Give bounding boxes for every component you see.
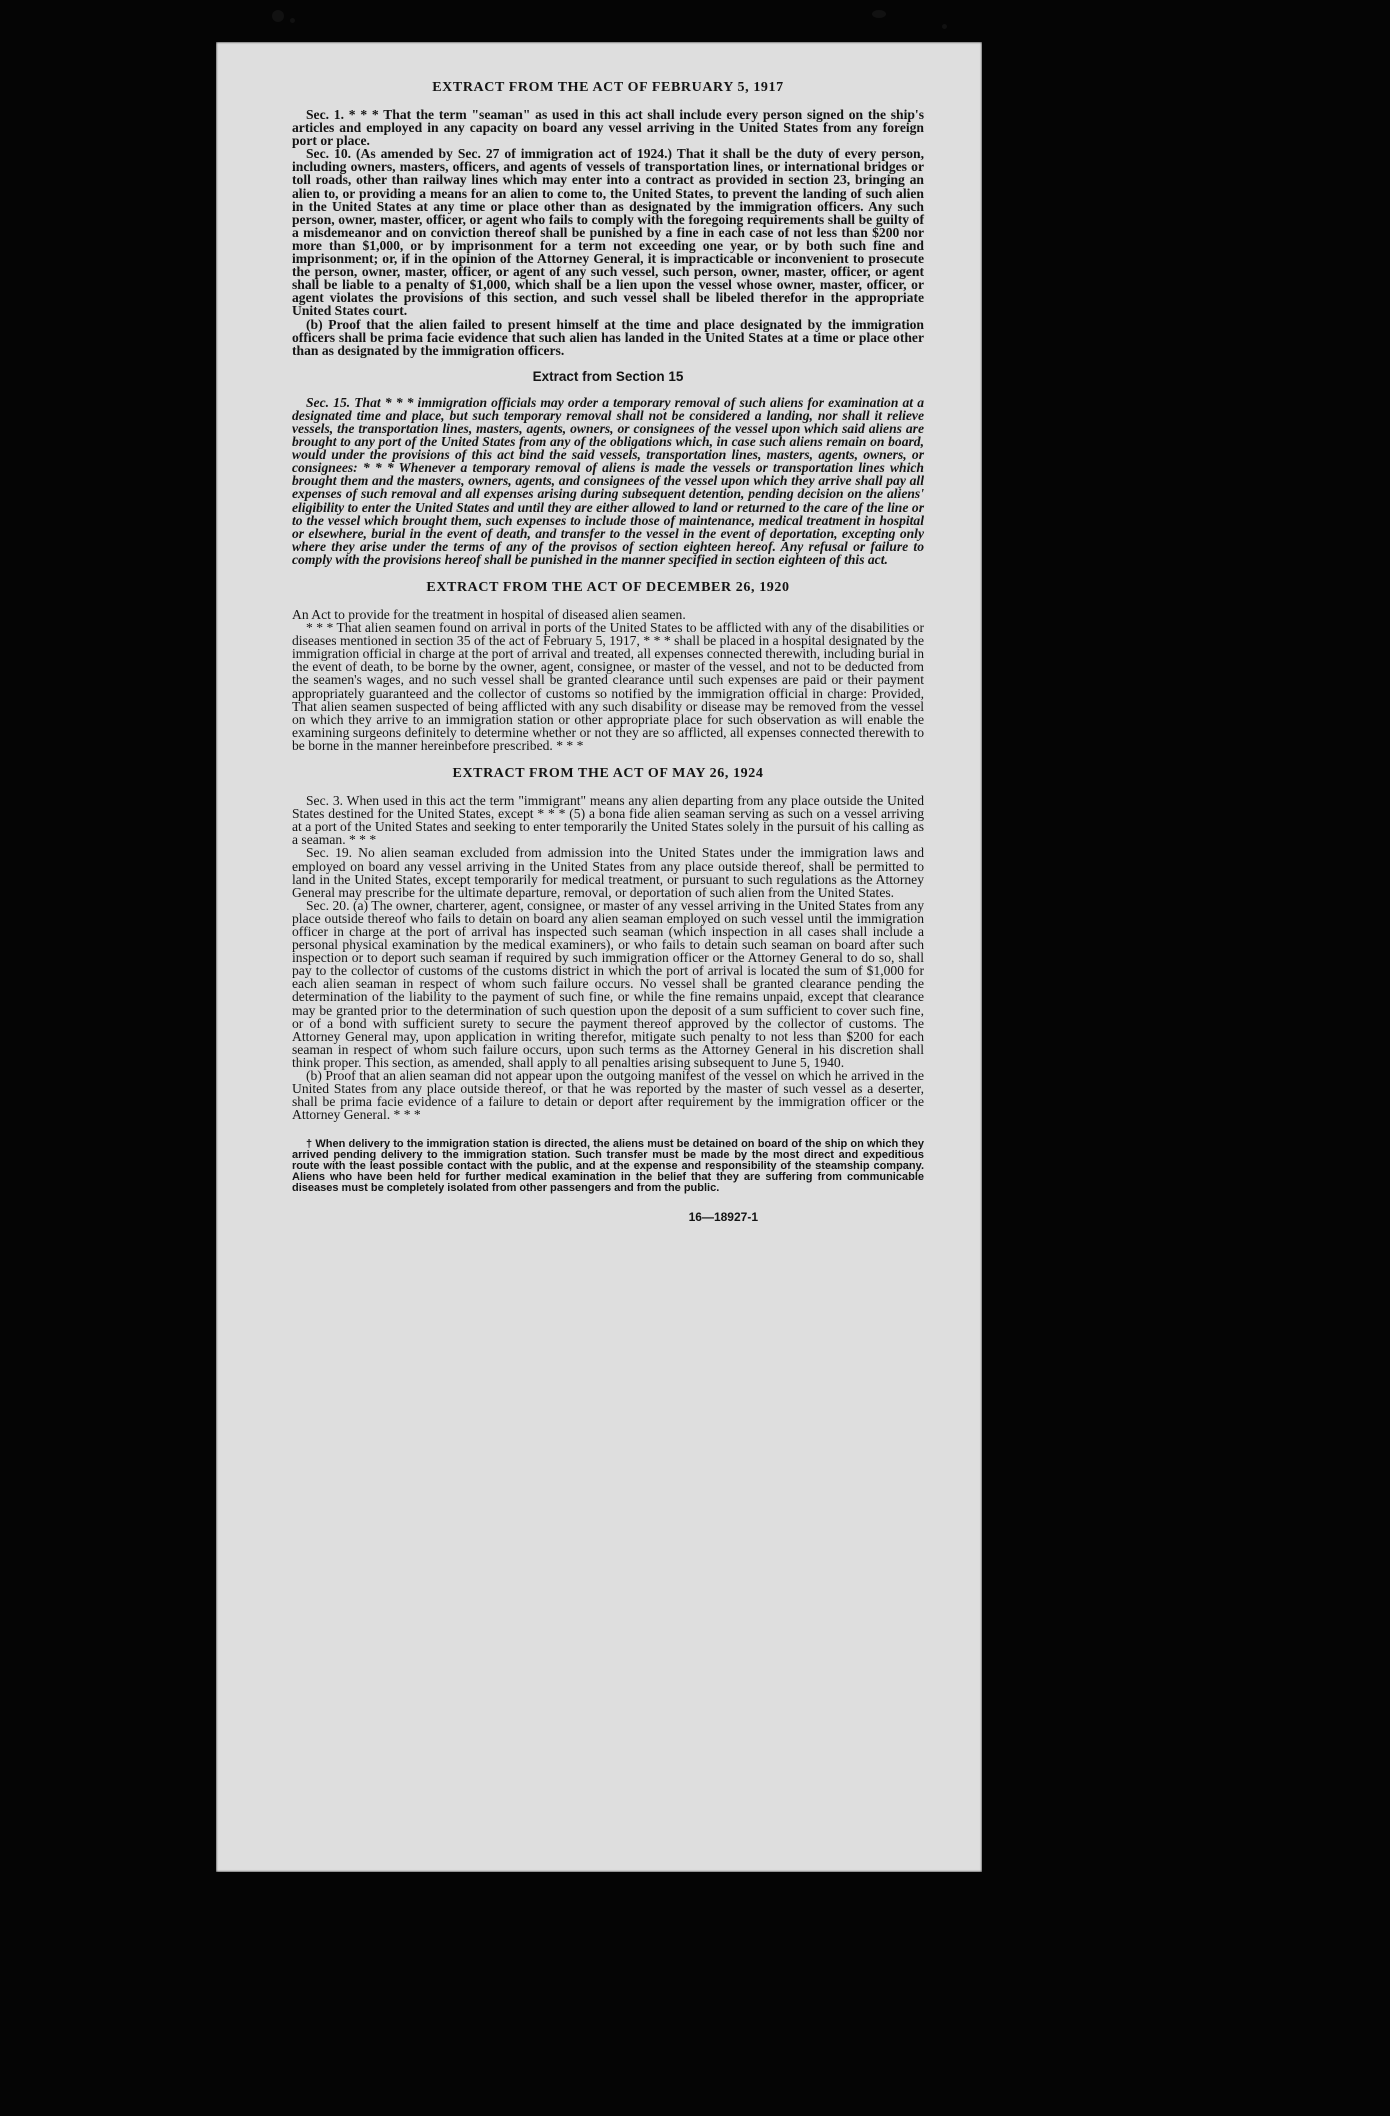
- act-1917-section: [292, 80, 924, 357]
- footnote: † When delivery to the immigration station is directed, the aliens must be detained on board of the ship on which they arrived pending delivery to the immigration station. Such transfer must be made by the most direct and expeditious route with the least possible contact with the public, and at the expense and responsibility of the steamship company. Aliens who have been held for further medical examination in the belief that they are suffering from communicable diseases must be completely isolated from other passengers and from the public.: [292, 1138, 924, 1195]
- section-15-paragraph: Sec. 15. That * * * immigration officials may order a temporary removal of such aliens for examination at a designated time and place, but such temporary removal shall not be considered a landing, nor shall it relieve vessels, the transportation lines, masters, agents, owners, or consignees of the vessel upon which said aliens are brought to any port of the United States from any of the obligations which, in case such aliens remain on board, would under the provisions of this act bind the said vessels, transportation lines, masters, agents, owners, or consignees: * * * Whenever a temporary removal of aliens is made the vessels or transportation lines which brought them and the masters, owners, agents, and consignees of the vessel upon which they arrive shall pay all expenses of such removal and all expenses arising during subsequent detention, pending decision on the aliens' eligibility to enter the United States and until they are either allowed to land or returned to the care of the line or to the vessel which brought them, such expenses to include those of maintenance, medical treatment in hospital or elsewhere, burial in the event of death, and transfer to the vessel in the event of deportation, excepting only where they arise under the terms of any of the provisos of section eighteen hereof. Any refusal or failure to comply with the provisions hereof shall be punished in the manner specified in section eighteen of this act.: [292, 394, 924, 567]
- act-1920-heading: EXTRACT FROM THE ACT OF DECEMBER 26, 1920: [426, 580, 790, 595]
- section-15-heading: Extract from Section 15: [532, 368, 684, 384]
- document-page: [216, 42, 982, 1872]
- section-10b-paragraph: (b) Proof that the alien failed to present himself at the time and place designated by the immigration officers shall be prima facie evidence that such alien has landed in the United States at a time or place other than as designated by the immigration officers.: [292, 316, 924, 358]
- act-1920-title-paragraph: An Act to provide for the treatment in hospital of diseased alien seamen.: [292, 607, 686, 622]
- section-20a-paragraph: Sec. 20. (a) The owner, charterer, agent, consignee, or master of any vessel arriving in the United States from any place outside thereof who fails to detain on board any alien seaman employed on such vessel until the immigration officer in charge at the port of arrival has inspected such seaman (which inspection in all cases shall include a personal physical examination by the medical examiners), or who fails to detain such seaman on board after such inspection or to deport such seaman if required by such immigration officer or the Attorney General to do so, shall pay to the collector of customs of the customs district in which the port of arrival is located the sum of $1,000 for each alien seaman in respect of whom such failure occurs. No vessel shall be granted clearance pending the determination of the liability to the payment of such fine, or while the fine remains unpaid, except that clearance may be granted prior to the determination of such question upon the deposit of a sum sufficient to cover such fine, or of a bond with sufficient surety to secure the payment thereof approved by the collector of customs. The Attorney General may, upon application in writing therefor, mitigate such penalty to not less than $200 for each seaman in respect of whom such failure occurs, upon such terms as the Attorney General in his discretion shall think proper. This section, as amended, shall apply to all penalties arising subsequent to June 5, 1940.: [292, 897, 924, 1070]
- act-1917-heading: EXTRACT FROM THE ACT OF FEBRUARY 5, 1917: [432, 80, 784, 95]
- section-19-paragraph: Sec. 19. No alien seaman excluded from admission into the United States under the immigration laws and employed on board any vessel arriving in the United States from any place outside thereof, shall be permitted to land in the United States, except temporarily for medical treatment, or pursuant to such regulations as the Attorney General may prescribe for the ultimate departure, removal, or deportation of such alien from the United States.: [292, 845, 924, 900]
- section-1-paragraph: Sec. 1. * * * That the term "seaman" as used in this act shall include every person signed on the ship's articles and employed in any capacity on board any vessel arriving in the United States from any foreign port or place.: [292, 107, 924, 149]
- section-3-paragraph: Sec. 3. When used in this act the term "immigrant" means any alien departing from any place outside the United States destined for the United States, except * * * (5) a bona fide alien seaman serving as such on a vessel arriving at a port of the United States and seeking to enter temporarily the United States solely in the pursuit of his calling as a seaman. * * *: [292, 793, 924, 848]
- act-1924-heading: EXTRACT FROM THE ACT OF MAY 26, 1924: [452, 766, 764, 782]
- section-15-extract: [292, 369, 924, 566]
- section-20b-paragraph: (b) Proof that an alien seaman did not appear upon the outgoing manifest of the vessel on which he arrived in the United States from any place outside thereof, or that he was reported by the master of such vessel as a deserter, shall be prima facie evidence of a failure to detain or deport after requirement by the immigration officer or the Attorney General. * * *: [292, 1068, 924, 1123]
- section-10-paragraph: Sec. 10. (As amended by Sec. 27 of immigration act of 1924.) That it shall be the duty of every person, including owners, masters, officers, and agents of vessels of transportation lines, or international bridges or toll roads, other than railway lines which may enter into a contract as provided in section 23, bringing an alien to, or providing a means for an alien to come to, the United States, to prevent the landing of such alien in the United States at any time or place other than as designated by the immigration officers. Any such person, owner, master, officer, or agent who fails to comply with the foregoing requirements shall be guilty of a misdemeanor and on conviction thereof shall be punished by a fine in each case of not less than $200 nor more than $1,000, or by imprisonment for a term not exceeding one year, or by both such fine and imprisonment; or, if in the opinion of the Attorney General, it is impracticable or inconvenient to prosecute the person, owner, master, officer, or agent of any such vessel, such person, owner, master, officer, or agent shall be liable to a penalty of $1,000, which shall be a lien upon the vessel whose owner, master, officer, or agent violates the provisions of this section, and such vessel shall be libeled therefor in the appropriate United States court.: [292, 146, 924, 319]
- form-number: 16—18927-1: [688, 1210, 758, 1225]
- act-1920-body-paragraph: * * * That alien seamen found on arrival in ports of the United States to be afflicted with any of the disabilities or diseases mentioned in section 35 of the act of February 5, 1917, * * * shall be placed in a hospital designated by the immigration official in charge at the port of arrival and treated, all expenses connected therewith, including burial in the event of death, to be borne by the owner, agent, consignee, or master of the vessel, and not to be deducted from the seamen's wages, and no such vessel shall be granted clearance until such expenses are paid or their payment appropriately guaranteed and the collector of customs so notified by the immigration official in charge: Provided, That alien seamen suspected of being afflicted with any such disability or disease may be removed from the vessel on which they arrive to an immigration station or other appropriate place for such observation as will enable the examining surgeons definitely to determine whether or not they are so afflicted, all expenses connected therewith to be borne in the manner hereinbefore prescribed. * * *: [292, 620, 924, 753]
- scan-artifacts: [50, 4, 950, 34]
- act-1924-section: [292, 766, 924, 1121]
- act-1920-section: [292, 580, 924, 752]
